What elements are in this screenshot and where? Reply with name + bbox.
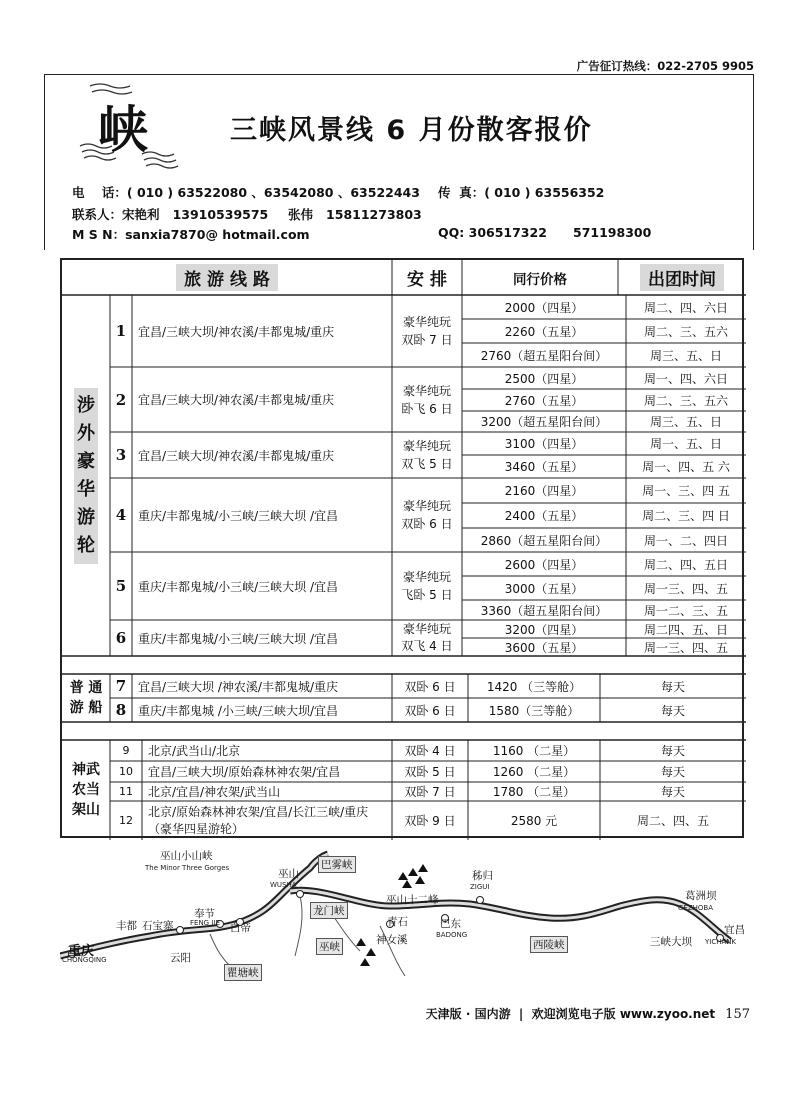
category-char: 涉 [77, 394, 95, 416]
route-arrangement [392, 432, 462, 478]
header-route-label: 旅 游 线 路 [176, 264, 278, 291]
price-cell: 1780 （二星） [492, 785, 576, 799]
qq-line [438, 225, 651, 240]
price-cell: 2760（超五星阳台间） [480, 348, 608, 363]
category-line: 神武 [72, 762, 100, 778]
time-cell: 每天 [660, 785, 685, 799]
route-name: 宜昌/三峡大坝 /神农溪/丰都鬼城/重庆 [138, 679, 338, 694]
arrangement-days: 双卧 7 日 [401, 333, 453, 347]
route-number: 9 [122, 744, 130, 757]
time-cell: 周二、四、五 [636, 814, 709, 828]
time-cell: 每天 [660, 679, 685, 694]
contact-person-2: 张伟 15811273803 [288, 207, 422, 222]
time-cell: 周二、四、六日 [643, 300, 728, 315]
time-cell: 周一三、四、五 [643, 581, 728, 596]
arrangement-type: 豪华纯玩 [402, 499, 451, 513]
category-char: 豪 [77, 450, 95, 472]
route-name: 宜昌/三峡大坝/神农溪/丰都鬼城/重庆 [138, 393, 335, 407]
route-number: 1 [115, 322, 127, 340]
header-time-label: 出团时间 [640, 264, 724, 291]
map-label-sanxiadaba: 三峡大坝 [650, 936, 692, 948]
route-name: 北京/宜昌/神农架/武当山 [148, 785, 281, 799]
fax-value: ( 010 ) 63556352 [484, 185, 605, 200]
map-label-fengjie-en: FENG JIE [190, 919, 220, 927]
arrangement-type: 豪华纯玩 [402, 570, 451, 584]
route-name: 宜昌/三峡大坝/原始森林神农架/宜昌 [148, 765, 341, 779]
time-cell: 周一三、四、五 [643, 640, 728, 655]
route-number: 10 [119, 765, 133, 778]
contact-person-line [72, 205, 268, 223]
map-label-yunyang: 云阳 [170, 952, 191, 964]
phone-value: ( 010 ) 63522080 、63542080 、63522443 [126, 185, 420, 200]
time-cell: 周一、四、五 六 [642, 460, 730, 474]
route-name: 重庆/丰都鬼城 /小三峡/三峡大坝/宜昌 [138, 703, 338, 718]
map-label-fengjie: 奉节 [194, 908, 215, 920]
map-label-gezhouba-en: GEZHOBA [678, 904, 714, 912]
page-title: 三峡风景线 6 月份散客报价 [230, 115, 593, 146]
arrangement-days: 卧飞 6 日 [401, 401, 453, 416]
arrangement-type: 豪华纯玩 [402, 439, 451, 453]
route-name: 宜昌/三峡大坝/神农溪/丰都鬼城/重庆 [138, 324, 335, 339]
map-box-wuxia: 巫峡 [316, 938, 343, 955]
yangtze-route-map [60, 846, 750, 996]
map-label-gezhouba: 葛洲坝 [685, 890, 717, 902]
map-box-longmenxia: 龙门峡 [310, 902, 348, 919]
arrangement-days: 双飞 5 日 [401, 457, 453, 471]
phone-label: 电 话： [72, 185, 127, 200]
contact-person-2-line [288, 205, 422, 223]
contact-label: 联系人： [72, 207, 123, 222]
category-line: 普 通 [69, 680, 103, 696]
map-label-badong: 巴东 [440, 918, 461, 930]
fax-label: 传 真： [438, 185, 485, 200]
route-number: 5 [115, 577, 127, 595]
time-cell: 每天 [660, 744, 685, 758]
map-label-qingshi: 青石 [387, 916, 408, 928]
price-cell: 2160（四星） [504, 484, 584, 498]
route-arrangement: 双卧 7 日 [404, 785, 456, 799]
header-price: 同行价格 [513, 271, 567, 288]
map-label-minor-three-gorges-en: The Minor Three Gorges [145, 864, 230, 872]
phone-line [72, 183, 420, 201]
route-number: 4 [115, 506, 127, 524]
logo [70, 80, 190, 180]
qq-label: QQ: [438, 225, 465, 240]
price-cell: 1260 （二星） [492, 765, 576, 779]
route-arrangement: 双卧 4 日 [404, 744, 456, 758]
time-cell: 周二、三、五六 [643, 393, 728, 408]
arrangement-days: 双卧 6 日 [401, 517, 453, 531]
price-table [60, 258, 744, 838]
map-label-chongqing: 重庆 [68, 944, 95, 959]
price-cell: 3100（四星） [504, 437, 584, 451]
route-name: 宜昌/三峡大坝/神农溪/丰都鬼城/重庆 [138, 448, 335, 463]
msn-line [72, 225, 310, 243]
price-cell: 1420 （三等舱） [486, 679, 582, 694]
time-cell: 周一二、三、五 [643, 603, 728, 618]
route-number: 8 [115, 701, 127, 719]
map-box-bawuxia: 巴雾峡 [318, 856, 356, 873]
map-label-fengdu: 丰都 [116, 920, 137, 932]
route-name: 北京/原始森林神农架/宜昌/长江三峡/重庆（豪华四星游轮） [148, 804, 369, 836]
route-number: 11 [119, 785, 133, 798]
fax-line [438, 183, 604, 201]
arrangement-type: 豪华纯玩 [402, 315, 451, 329]
category-luxury-box [74, 388, 98, 564]
map-label-badong-en: BADONG [436, 931, 468, 939]
map-label-shibaozhai: 石宝寨 [142, 920, 174, 932]
arrangement-type: 豪华纯玩 [402, 622, 451, 636]
price-cell: 2260（五星） [504, 324, 584, 339]
route-arrangement [392, 295, 462, 367]
category-char: 游 [77, 506, 95, 528]
map-label-shennvxi: 神女溪 [376, 934, 408, 946]
price-cell: 1160 （二星） [492, 744, 576, 758]
route-name: 重庆/丰都鬼城/小三峡/三峡大坝 /宜昌 [138, 579, 338, 594]
time-cell: 周二四、五、日 [643, 622, 728, 637]
route-name: 重庆/丰都鬼城/小三峡/三峡大坝 /宜昌 [138, 631, 338, 646]
time-cell: 每天 [660, 765, 685, 779]
hotline: 广告征订热线：022-2705 9905 [576, 59, 754, 73]
route-arrangement [392, 367, 462, 432]
route-arrangement [392, 620, 462, 656]
category-line: 游 船 [69, 700, 103, 716]
price-cell: 2600（四星） [504, 557, 584, 572]
arrangement-days: 飞卧 5 日 [401, 588, 453, 602]
category-char: 外 [77, 422, 95, 444]
footer-text: 天津版 · 国内游 | 欢迎浏览电子版 www.zyoo.net [425, 1007, 716, 1021]
price-cell: 2000（四星） [504, 300, 584, 315]
price-cell: 1580（三等舱） [488, 703, 580, 718]
route-arrangement [392, 478, 462, 552]
map-label-wushan-12-peaks: 巫山十二峰 [386, 894, 439, 906]
contact-person-1: 宋艳利 13910539575 [122, 207, 269, 222]
price-cell: 3200（超五星阳台间） [480, 415, 608, 429]
map-box-xilingxia: 西陵峡 [530, 936, 568, 953]
category-char: 华 [77, 478, 95, 500]
time-cell: 周二、三、五六 [643, 324, 728, 339]
price-cell: 2860（超五星阳台间） [480, 533, 608, 548]
price-cell: 3200（四星） [504, 622, 584, 637]
logo-character: 峡 [98, 100, 148, 159]
time-cell: 周二、四、五日 [643, 557, 728, 572]
map-label-chongqing-en: CHONGQING [62, 956, 107, 964]
arrangement-type: 豪华纯玩 [402, 383, 451, 398]
time-cell: 周一、三、四 五 [642, 484, 730, 498]
map-label-yichang: 宜昌 [724, 924, 745, 936]
page-number: 157 [725, 1007, 750, 1022]
header-route [62, 260, 392, 295]
price-cell: 3000（五星） [504, 581, 584, 596]
map-box-qutangxia: 瞿塘峡 [224, 964, 262, 981]
qq-value: 306517322 571198300 [468, 225, 652, 240]
price-cell: 2500（四星） [504, 371, 584, 386]
time-cell: 周一、四、六日 [643, 371, 728, 386]
price-cell: 3600（五星） [504, 640, 584, 655]
map-label-yichang-en: YICHANK [705, 938, 737, 946]
time-cell: 周三、五、日 [649, 415, 722, 429]
time-cell: 周三、五、日 [649, 348, 722, 363]
price-cell: 2760（五星） [504, 393, 584, 408]
price-cell: 2580 元 [510, 814, 558, 828]
route-number: 2 [115, 390, 127, 409]
route-number: 6 [115, 629, 127, 647]
header-time [618, 260, 746, 295]
time-cell: 周一、五、日 [649, 437, 722, 451]
header-arrange: 安 排 [407, 270, 447, 290]
price-cell: 3360（超五星阳台间） [480, 603, 608, 618]
category-line: 农当 [72, 782, 100, 798]
map-label-wushan-xiaosanxia: 巫山小山峡 [160, 850, 213, 862]
route-arrangement: 双卧 5 日 [404, 765, 456, 779]
category-line: 架山 [72, 802, 100, 818]
time-cell: 每天 [660, 703, 685, 718]
route-arrangement: 双卧 6 日 [404, 703, 456, 718]
time-cell: 周一、二、四日 [643, 533, 728, 548]
category-ordinary-ship [62, 674, 110, 722]
footer [426, 1005, 750, 1022]
time-cell: 周二、三、四 日 [642, 509, 730, 523]
map-label-baidi: 白帝 [230, 922, 251, 934]
price-cell: 2400（五星） [504, 509, 584, 523]
route-name: 北京/武当山/北京 [148, 744, 241, 758]
route-number: 7 [115, 677, 127, 695]
route-arrangement: 双卧 9 日 [404, 814, 456, 828]
price-cell: 3460（五星） [504, 460, 584, 474]
route-arrangement [392, 552, 462, 620]
arrangement-days: 双飞 4 日 [401, 639, 453, 653]
category-shennongjia-wudang [62, 740, 110, 840]
map-label-zigui: 秭归 [472, 870, 493, 882]
msn-value: sanxia7870@ hotmail.com [125, 227, 310, 242]
msn-label: M S N： [72, 227, 126, 242]
route-name: 重庆/丰都鬼城/小三峡/三峡大坝 /宜昌 [138, 508, 338, 523]
route-number: 12 [119, 814, 133, 827]
route-arrangement: 双卧 6 日 [404, 679, 456, 694]
route-number: 3 [115, 446, 127, 464]
map-label-wushan-en: WUSHA [270, 881, 297, 889]
map-label-zigui-en: ZIGUI [470, 883, 490, 891]
category-char: 轮 [77, 534, 95, 556]
category-luxury-cruise [62, 295, 110, 656]
map-label-wushan: 巫山 [278, 868, 299, 880]
